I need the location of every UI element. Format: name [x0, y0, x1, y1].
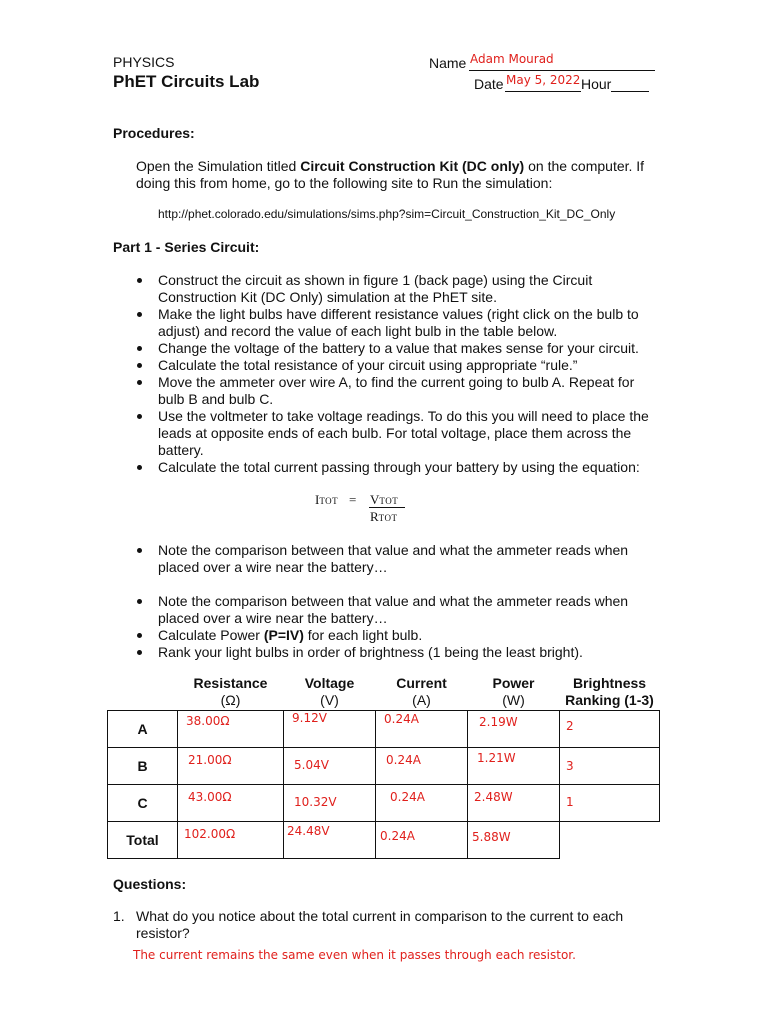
bullet-power: Calculate Power (P=IV) for each light bulb.: [135, 627, 675, 644]
cell-power-c[interactable]: 2.48W: [468, 784, 560, 821]
cell-current-a[interactable]: 0.24A: [376, 710, 468, 747]
date-label: Date: [474, 76, 504, 92]
note-list-1: [135, 542, 675, 576]
note-list-2: [135, 593, 675, 661]
intro-text-pre: Open the Simulation titled: [136, 158, 301, 174]
header-brightness: Brightness Ranking (1-3): [565, 675, 654, 708]
cell-voltage-a[interactable]: 9.12V: [284, 710, 376, 747]
cell-power-b[interactable]: 1.21W: [468, 747, 560, 784]
row-label-c: C: [108, 784, 178, 821]
table-row: [108, 710, 660, 747]
cell-current-b[interactable]: 0.24A: [376, 747, 468, 784]
intro-text-post: on the computer. If: [524, 158, 645, 174]
formula-denominator-sub: TOT: [378, 513, 398, 523]
questions-heading: Questions:: [113, 876, 187, 892]
formula-equals: =: [349, 492, 357, 507]
cell-current-c[interactable]: 0.24A: [376, 784, 468, 821]
header-voltage: Voltage (V): [304, 675, 355, 708]
part1-heading: Part 1 - Series Circuit:: [113, 239, 260, 255]
table-row: [108, 784, 660, 821]
cell-resistance-a[interactable]: 38.00Ω: [178, 710, 284, 747]
cell-brightness-a[interactable]: 2: [560, 710, 660, 747]
table-header-row: [108, 675, 660, 710]
simulation-url: http://phet.colorado.edu/simulations/sims.php?sim=Circuit_Construction_Kit_DC_Only: [158, 207, 616, 221]
procedures-intro-line2: doing this from home, go to the following site to Run the simulation:: [136, 175, 553, 191]
formula-lhs-sub: TOT: [319, 496, 339, 506]
bullet-note-comparison-2: Note the comparison between that value and what the ammeter reads when placed over a wire near the battery…: [135, 593, 675, 627]
results-table: [107, 675, 660, 859]
cell-power-a[interactable]: 2.19W: [468, 710, 560, 747]
subject-label: PHYSICS: [113, 54, 175, 70]
hour-field[interactable]: [611, 77, 649, 92]
current-formula: [315, 491, 425, 527]
page-title: PhET Circuits Lab: [113, 72, 260, 91]
cell-voltage-total[interactable]: 24.48V: [284, 821, 376, 858]
header-current: Current (A): [396, 675, 447, 708]
question-1-number: 1.: [113, 908, 125, 924]
cell-power-total[interactable]: 5.88W: [468, 821, 560, 858]
power-formula: (P=IV): [263, 627, 304, 643]
bullet-construct: Construct the circuit as shown in figure 1 (back page) using the Circuit Construction Kit (DC Only) simulation at the PhET site.: [135, 272, 675, 306]
cell-current-total[interactable]: 0.24A: [376, 821, 468, 858]
cell-voltage-c[interactable]: 10.32V: [284, 784, 376, 821]
hour-label: Hour: [581, 76, 612, 92]
row-label-a: A: [108, 710, 178, 747]
formula-numerator: V: [370, 492, 380, 507]
bullet-total-current: Calculate the total current passing through your battery by using the equation:: [135, 459, 675, 476]
bullet-rank: Rank your light bulbs in order of brightness (1 being the least bright).: [135, 644, 675, 661]
table-row: [108, 821, 660, 858]
bullet-total-resistance: Calculate the total resistance of your circuit using appropriate “rule.”: [135, 357, 675, 374]
name-value: Adam Mourad: [470, 52, 554, 66]
row-label-b: B: [108, 747, 178, 784]
bullet-voltage: Change the voltage of the battery to a value that makes sense for your circuit.: [135, 340, 675, 357]
cell-resistance-b[interactable]: 21.00Ω: [178, 747, 284, 784]
part1-bullet-list: [135, 272, 675, 476]
date-value: May 5, 2022: [506, 73, 581, 87]
bullet-ammeter: Move the ammeter over wire A, to find the current going to bulb A. Repeat for bulb B and bulb C.: [135, 374, 675, 408]
bullet-voltmeter: Use the voltmeter to take voltage readings. To do this you will need to place the leads at opposite ends of each bulb. For total voltage, place them across the battery.: [135, 408, 675, 459]
cell-voltage-b[interactable]: 5.04V: [284, 747, 376, 784]
procedures-intro: [136, 158, 644, 174]
cell-resistance-total[interactable]: 102.00Ω: [178, 821, 284, 858]
procedures-heading: Procedures:: [113, 125, 195, 141]
header-power: Power (W): [492, 675, 535, 708]
question-1-text: What do you notice about the total current in comparison to the current to each: [136, 908, 624, 924]
formula-numerator-sub: TOT: [379, 496, 399, 506]
bullet-resistance: Make the light bulbs have different resistance values (right click on the bulb to adjust) and record the value of each light bulb in the table below.: [135, 306, 675, 340]
header-resistance: Resistance (Ω): [193, 675, 268, 708]
question-1-text-line2: resistor?: [136, 925, 190, 941]
fraction-bar: [369, 507, 405, 508]
intro-sim-name: Circuit Construction Kit (DC only): [300, 158, 525, 174]
cell-brightness-total[interactable]: [560, 821, 660, 858]
name-label: Name: [429, 55, 467, 71]
question-1-answer: The current remains the same even when it passes through each resistor.: [133, 948, 576, 962]
formula-lhs: I: [315, 492, 320, 507]
row-label-total: Total: [108, 821, 178, 858]
cell-brightness-b[interactable]: 3: [560, 747, 660, 784]
formula-denominator: R: [370, 509, 379, 524]
table-row: [108, 747, 660, 784]
cell-brightness-c[interactable]: 1: [560, 784, 660, 821]
bullet-note-comparison-1: Note the comparison between that value and what the ammeter reads when placed over a wire near the battery…: [135, 542, 675, 576]
cell-resistance-c[interactable]: 43.00Ω: [178, 784, 284, 821]
